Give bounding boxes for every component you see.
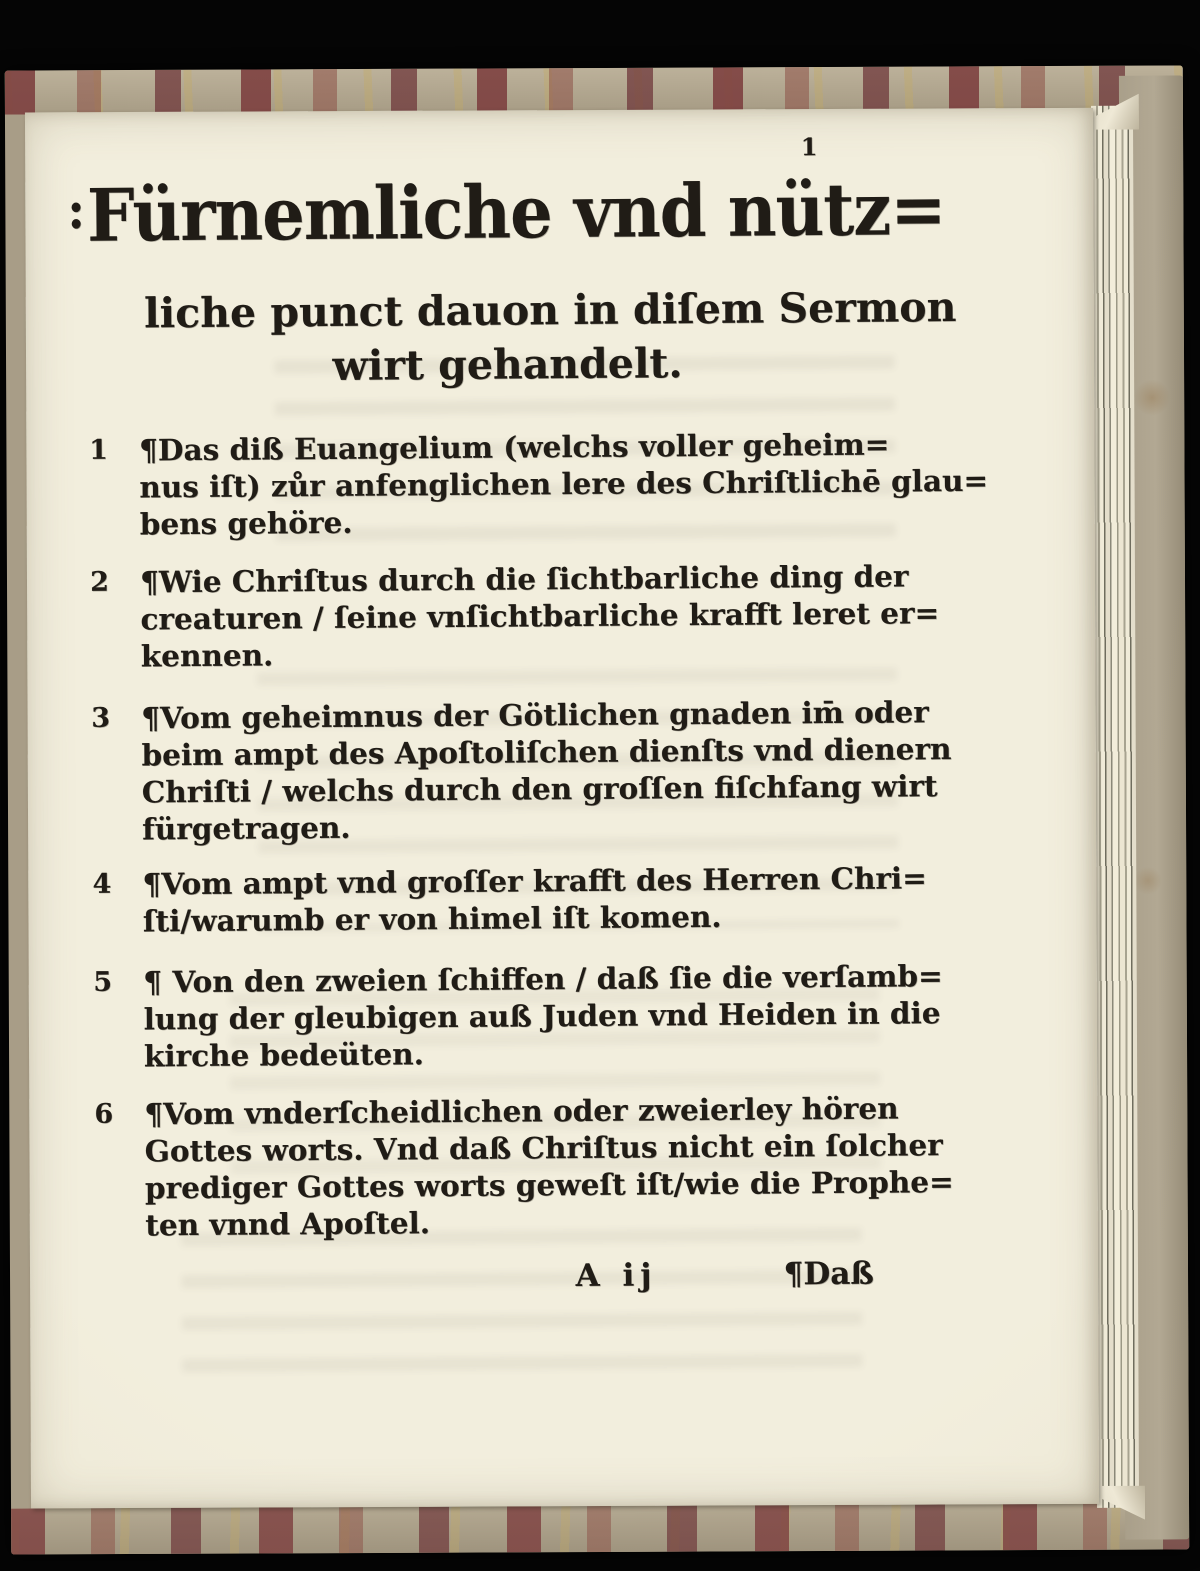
item-line: ¶Vom geheimnus der Götlichen gnaden im̄ oder [141,694,929,736]
item-number: 6 [94,1098,114,1130]
item-text [139,425,989,542]
item-number: 1 [89,434,109,466]
page-content [23,106,1102,1510]
item-number: 4 [92,868,112,900]
item-line: fürgetragen. [142,809,351,847]
list-item-5 [29,956,1097,1074]
item-text [144,1089,954,1243]
book [5,65,1189,1554]
item-line: ¶Vom vnderſcheidlichen oder zweierley hören [144,1090,899,1132]
title-line-1-text: Fürnemliche vnd nütz= [86,165,946,259]
item-line: prediger Gottes worts geweſt iſt/wie die Prophe= [144,1164,954,1206]
item-line: lung der gleubigen auß Juden vnd Heiden in die [143,995,941,1037]
item-text [143,957,943,1074]
signature-mark: A ij [575,1257,658,1295]
item-number: 2 [90,566,110,598]
item-number: 3 [91,702,111,734]
fleuron-mark: : [67,180,84,241]
item-line: ten vnnd Apoſtel. [145,1205,431,1243]
item-line: Chriſti / welchs durch den groſſen fiſchfang wirt [141,768,938,810]
item-line: kennen. [140,637,274,674]
title-line-2: liche punct dauon in diſem Sermon [143,283,957,338]
item-line: nus iſt) zůr anfenglichen lere des Chriſtlichē glau= [139,462,989,505]
catchword: ¶Daß [783,1255,875,1293]
item-line: ¶Wie Chriſtus durch die ſichtbarliche ding der [140,558,909,600]
item-line: ¶Vom ampt vnd groſſer krafft des Herren Chri= [142,860,928,902]
page-number: 1 [800,132,818,162]
item-text [142,859,928,939]
item-line: beim ampt des Apoſtoliſchen dienſts vnd dienern [141,731,952,773]
item-line: kirche bedeüten. [143,1036,425,1074]
item-line: Gottes worts. Vnd daß Chriſtus nicht ein ſolcher [144,1127,943,1169]
title-line-1 [67,166,946,258]
item-line: ¶Das diß Euangelium (welchs voller geheim= [139,426,890,468]
book-page [25,108,1099,1509]
item-line: creaturen / ſeine vnſichtbarliche krafft leret er= [140,595,940,637]
book-bottom-edge-marbled [11,1503,1189,1554]
item-text [140,557,940,674]
item-line: ſti/warumb er von himel iſt komen. [142,898,722,939]
item-line: bens gehöre. [139,504,353,542]
item-text [141,693,952,847]
verso-showthrough [181,1228,862,1383]
item-number: 5 [93,966,113,998]
title-line-3: wirt gehandelt. [332,339,683,390]
item-line: ¶ Von den zweien ſchiffen / daß ſie die verſamb= [143,958,943,1000]
